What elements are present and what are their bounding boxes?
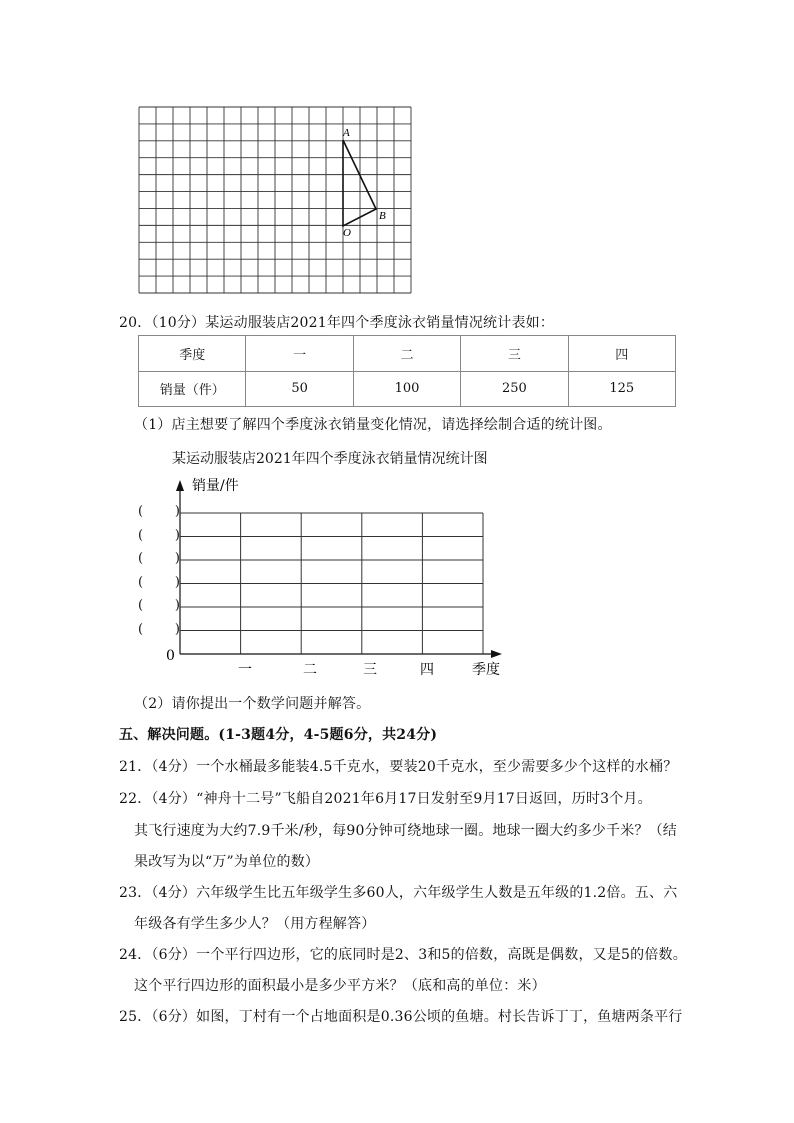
q22-line3: 果改写为以“万”为单位的数）	[134, 854, 320, 870]
table-cell: 100	[353, 371, 460, 407]
q20-sub2: （2）请你提出一个数学问题并解答。	[134, 696, 371, 712]
point-o-label: O	[343, 227, 351, 239]
table-cell: 250	[461, 371, 568, 407]
x-axis-arrow	[491, 650, 502, 658]
table-header-cell: 一	[246, 336, 353, 372]
q20-sub1: （1）店主想要了解四个季度泳衣销量变化情况，请选择绘制合适的统计图。	[134, 417, 612, 433]
x-tick-label: 一	[238, 662, 252, 678]
y-tick-blank: ( )	[138, 621, 180, 637]
table-header-cell: 三	[461, 336, 568, 372]
y-tick-blank: ( )	[138, 504, 180, 519]
y-tick-blank: ( )	[138, 527, 180, 543]
chart-title: 某运动服装店2021年四个季度泳衣销量情况统计图	[172, 451, 488, 467]
y-axis-arrow	[176, 480, 184, 491]
point-a-label: A	[343, 127, 350, 139]
y-tick-blank: ( )	[138, 551, 180, 566]
q24-line1: 24．（6分）一个平行四边形，它的底同时是2、3和5的倍数，高既是偶数，又是5的倍数。	[119, 947, 687, 963]
q21-line: 21．（4分）一个水桶最多能装4.5千克水，要装20千克水，至少需要多少个这样的水桶？	[119, 759, 678, 775]
triangle-aob	[343, 140, 376, 226]
q22-line1: 22．（4分）“神舟十二号”飞船自2021年6月17日发射至9月17日返回，历时3个月。	[119, 791, 652, 807]
sales-table	[138, 335, 676, 407]
table-header-cell: 四	[568, 336, 675, 372]
x-tick-label: 四	[420, 662, 434, 678]
q25-line1: 25．（6分）如图，丁村有一个占地面积是0.36公顷的鱼塘。村长告诉丁丁，鱼塘两条平行	[119, 1009, 683, 1025]
q23-line1: 23．（4分）六年级学生比五年级学生多60人，六年级学生人数是五年级的1.2倍。五、六	[119, 885, 678, 901]
y-tick-blank: ( )	[138, 574, 180, 590]
q22-line2: 其飞行速度为大约7.9千米/秒，每90分钟可绕地球一圈。地球一圈大约多少千米？（结	[134, 823, 677, 839]
x-tick-label: 二	[303, 662, 317, 678]
q23-line2: 年级各有学生多少人？（用方程解答）	[134, 916, 376, 932]
section5-heading: 五、解决问题。(1-3题4分，4-5题6分，共24分)	[119, 727, 438, 743]
grid-figure	[138, 106, 412, 294]
table-cell: 50	[246, 371, 353, 407]
origin-label: 0	[166, 648, 175, 664]
table-header-cell: 二	[353, 336, 460, 372]
chart-grid	[180, 513, 483, 654]
sales-chart	[160, 474, 510, 680]
q20-intro: 20．（10分）某运动服装店2021年四个季度泳衣销量情况统计表如：	[119, 315, 555, 331]
y-axis-label: 销量/件	[192, 478, 239, 494]
q24-line2: 这个平行四边形的面积最小是多少平方米？（底和高的单位：米）	[134, 978, 546, 994]
y-tick-blank: ( )	[138, 598, 180, 613]
grid-lines	[139, 107, 411, 293]
point-b-label: B	[379, 210, 386, 222]
x-tick-label: 三	[363, 662, 377, 678]
table-header-cell: 季度	[139, 336, 246, 372]
table-row	[139, 371, 676, 407]
table-row	[139, 336, 676, 372]
table-cell: 125	[568, 371, 675, 407]
table-cell: 销量（件）	[139, 371, 246, 407]
x-axis-label: 季度	[472, 662, 500, 678]
